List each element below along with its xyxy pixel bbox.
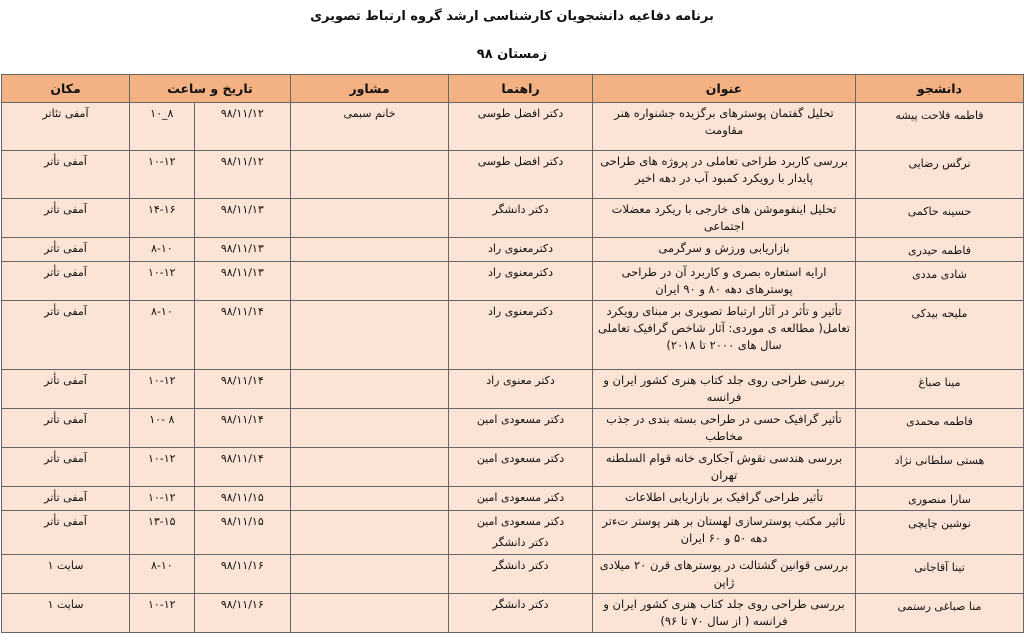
student-cell: سارا منصوری (856, 487, 1024, 511)
table-row (2, 448, 1024, 487)
header-row (2, 75, 1024, 103)
advisor-cell (291, 448, 449, 487)
supervisor-cell (449, 594, 593, 633)
thesis-title-cell: بررسی طراحی روی جلد کتاب هنری کشور ایران و فرانسه ( از سال ۷۰ تا ۹۶) (593, 594, 856, 633)
place-cell: آمفی تأتر (2, 151, 130, 199)
student-cell: فاطمه محمدی (856, 409, 1024, 448)
supervisor-name: دکتر مسعودی امین (476, 413, 565, 426)
place-cell: آمفی تأتر (2, 409, 130, 448)
place-cell: سایت ۱ (2, 594, 130, 633)
supervisor-name: دکترمعنوی راد (487, 305, 554, 318)
advisor-cell (291, 199, 449, 238)
thesis-title-cell: بررسی قوانین گشتالت در پوسترهای قرن ۲۰ میلادی ژاپن (593, 555, 856, 594)
supervisor-name: دکتر دانشگر (492, 598, 549, 611)
date-value: ۹۸/۱۱/۱۲ (194, 151, 290, 198)
student-cell: نوشین چایچی (856, 511, 1024, 555)
time-value: ۸-۱۰ (150, 559, 173, 572)
schedule-table (1, 74, 1024, 633)
supervisor-name: دکتر معنوی راد (486, 374, 555, 387)
column-header-title: عنوان (593, 75, 856, 103)
date-value: ۹۸/۱۱/۱۳ (194, 262, 290, 300)
supervisor-cell (449, 262, 593, 301)
supervisor-name: دکتر مسعودی امین (476, 491, 565, 504)
advisor-cell (291, 409, 449, 448)
thesis-title-cell: ارایه استعاره بصری و کاربرد آن در طراحی پوسترهای دهه ۸۰ و ۹۰ ایران (593, 262, 856, 301)
date-value: ۹۸/۱۱/۱۳ (194, 199, 290, 237)
table-row (2, 103, 1024, 151)
supervisor-name: دکترمعنوی راد (487, 266, 554, 279)
time-value: ۸_۱۰ (150, 107, 174, 120)
date-value: ۹۸/۱۱/۱۶ (194, 594, 290, 632)
datetime-cell (130, 409, 291, 448)
date-value: ۹۸/۱۱/۱۴ (194, 409, 290, 447)
date-value: ۹۸/۱۱/۱۴ (194, 301, 290, 369)
time-value: ۱۰-۱۲ (147, 266, 176, 279)
advisor-cell (291, 370, 449, 409)
supervisor-name: دکتر مسعودی امین (476, 452, 565, 465)
thesis-title-cell: بررسی کاربرد طراحی تعاملی در پروژه های طراحی پایدار با رویکرد کمبود آب در دهه اخیر (593, 151, 856, 199)
supervisor-name: دکتر دانشگر (492, 559, 549, 572)
datetime-cell (130, 487, 291, 511)
advisor-cell (291, 511, 449, 555)
place-cell: آمفی تأتر (2, 511, 130, 555)
time-value: ۱۰-۱۲ (147, 491, 176, 504)
place-cell: آمفی تأتر (2, 199, 130, 238)
supervisor-cell (449, 103, 593, 151)
student-cell: حسینه حاکمی (856, 199, 1024, 238)
advisor-cell (291, 594, 449, 633)
student-cell: فاطمه فلاحت پیشه (856, 103, 1024, 151)
table-row (2, 511, 1024, 555)
table-row (2, 301, 1024, 370)
date-value: ۹۸/۱۱/۱۵ (194, 511, 290, 554)
place-cell: آمفی تأتر (2, 262, 130, 301)
student-cell: شادی مددی (856, 262, 1024, 301)
student-cell: فاطمه حیدری (856, 238, 1024, 262)
student-cell: هستی سلطانی نژاد (856, 448, 1024, 487)
column-header-place: مکان (2, 75, 130, 103)
place-cell: آمفی تأتر (2, 238, 130, 262)
datetime-cell (130, 199, 291, 238)
date-value: ۹۸/۱۱/۱۲ (194, 103, 290, 150)
student-cell: منا صباغی رستمی (856, 594, 1024, 633)
table-row (2, 238, 1024, 262)
column-header-student: دانشجو (856, 75, 1024, 103)
date-value: ۹۸/۱۱/۱۳ (194, 238, 290, 261)
time-value: ۸ -۱۰ (149, 413, 175, 426)
datetime-cell (130, 594, 291, 633)
advisor-cell (291, 238, 449, 262)
time-value: ۱۴-۱۶ (147, 203, 176, 216)
advisor-cell: خانم سبمی (291, 103, 449, 151)
supervisor-name: دکتر افضل طوسی (477, 155, 564, 168)
time-value: ۱۰-۱۲ (147, 374, 176, 387)
table-row (2, 370, 1024, 409)
student-cell: ملیحه بیدکی (856, 301, 1024, 370)
datetime-cell (130, 448, 291, 487)
advisor-cell (291, 262, 449, 301)
thesis-title-cell: تحلیل گفتمان پوسترهای برگزیده جشنواره هنر مقاومت (593, 103, 856, 151)
thesis-title-cell: تحلیل اینفوموشن های خارجی با ریکرد معضلات اجتماعی (593, 199, 856, 238)
table-row (2, 199, 1024, 238)
supervisor-cell (449, 555, 593, 594)
supervisor-cell (449, 370, 593, 409)
table-body (2, 103, 1024, 633)
advisor-cell (291, 555, 449, 594)
supervisor-name: دکترمعنوی راد (487, 242, 554, 255)
thesis-title-cell: تأثیر گرافیک حسی در طراحی بسته بندی در جذب مخاطب (593, 409, 856, 448)
table-row (2, 555, 1024, 594)
time-value: ۸-۱۰ (150, 242, 173, 255)
table-row (2, 262, 1024, 301)
datetime-cell (130, 262, 291, 301)
place-cell: آمفی تأتر (2, 487, 130, 511)
thesis-title-cell: بررسی طراحی روی جلد کتاب هنری کشور ایران و فرانسه (593, 370, 856, 409)
column-header-supervisor: راهنما (449, 75, 593, 103)
datetime-cell (130, 151, 291, 199)
table-row (2, 151, 1024, 199)
time-value: ۸-۱۰ (150, 305, 173, 318)
date-value: ۹۸/۱۱/۱۴ (194, 448, 290, 486)
time-value: ۱۰-۱۲ (147, 452, 176, 465)
student-cell: نرگس رضایی (856, 151, 1024, 199)
place-cell: آمفی تأتر (2, 370, 130, 409)
time-value: ۱۳-۱۵ (147, 515, 176, 528)
place-cell: آمفی تأتر (2, 448, 130, 487)
supervisor-name: دکتر دانشگر (492, 203, 549, 216)
supervisor-name: دکتر مسعودی امین (476, 515, 565, 528)
table-row (2, 409, 1024, 448)
date-value: ۹۸/۱۱/۱۴ (194, 370, 290, 408)
thesis-title-cell: تأثیر طراحی گرافیک بر بازاریابی اطلاعات (593, 487, 856, 511)
column-header-advisor: مشاور (291, 75, 449, 103)
supervisor-cell (449, 151, 593, 199)
datetime-cell (130, 555, 291, 594)
supervisor-cell (449, 238, 593, 262)
page-subtitle: زمستان ۹۸ (476, 47, 548, 62)
supervisor-cell (449, 301, 593, 370)
time-value: ۱۰-۱۲ (147, 155, 176, 168)
datetime-cell (130, 103, 291, 151)
datetime-cell (130, 238, 291, 262)
page-title: برنامه دفاعیه دانشجویان کارشناسی ارشد گروه ارتباط تصویری (310, 9, 714, 24)
student-cell: مینا صباغ (856, 370, 1024, 409)
thesis-title-cell: بازاریابی ورزش و سرگرمی (593, 238, 856, 262)
supervisor-cell (449, 409, 593, 448)
supervisor-name: دکتر افضل طوسی (477, 107, 564, 120)
supervisor-name-second: دکتر دانشگر (492, 536, 549, 549)
supervisor-cell (449, 511, 593, 555)
datetime-cell (130, 301, 291, 370)
place-cell: سایت ۱ (2, 555, 130, 594)
advisor-cell (291, 151, 449, 199)
place-cell: آمفی تأتر (2, 301, 130, 370)
supervisor-cell (449, 487, 593, 511)
table-row (2, 487, 1024, 511)
datetime-cell (130, 511, 291, 555)
time-value: ۱۰-۱۲ (147, 598, 176, 611)
advisor-cell (291, 487, 449, 511)
column-header-datetime: تاریخ و ساعت (130, 75, 291, 103)
table-row (2, 594, 1024, 633)
advisor-cell (291, 301, 449, 370)
thesis-title-cell: تأثیر مکتب پوسترسازی لهستان بر هنر پوستر تءتر دهه ۵۰ و ۶۰ ایران (593, 511, 856, 555)
date-value: ۹۸/۱۱/۱۵ (194, 487, 290, 510)
supervisor-cell (449, 448, 593, 487)
supervisor-cell (449, 199, 593, 238)
student-cell: تینا آقاجانی (856, 555, 1024, 594)
thesis-title-cell: تأثیر و تأثر در آثار ارتباط تصویری بر مبنای رویکرد تعامل( مطالعه ی موردی: آثار شاخص گرافیک تعاملی سال های ۲۰۰۰ تا ۲۰۱۸) (593, 301, 856, 370)
place-cell: آمفی تئاتر (2, 103, 130, 151)
datetime-cell (130, 370, 291, 409)
thesis-title-cell: بررسی هندسی نقوش آجکاری خانه قوام السلطنه تهران (593, 448, 856, 487)
date-value: ۹۸/۱۱/۱۶ (194, 555, 290, 593)
